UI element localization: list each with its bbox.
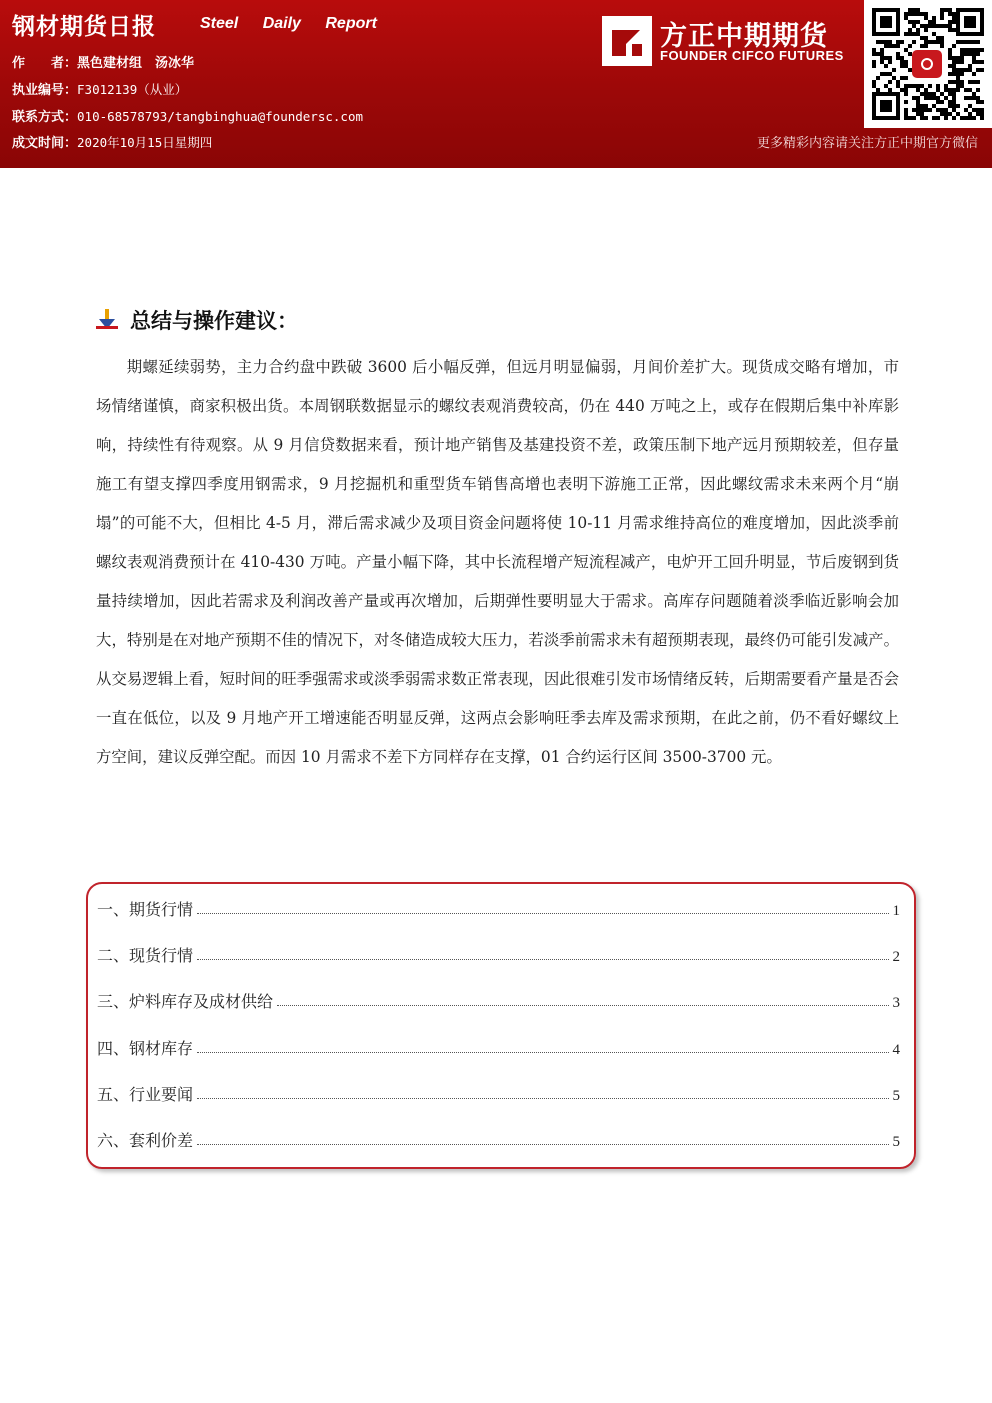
toc-leader [197, 913, 888, 914]
license-value: F3012139（从业） [77, 82, 188, 97]
author-value: 黑色建材组 汤冰华 [77, 56, 195, 71]
toc-leader [197, 1052, 888, 1053]
wechat-qr-code [864, 0, 992, 128]
toc-item-page: 3 [892, 995, 900, 1011]
company-logo [602, 14, 857, 68]
logo-text-cn: 方正中期期货 [660, 21, 828, 52]
license-label: 执业编号： [12, 83, 78, 98]
table-of-contents [86, 882, 916, 1169]
toc-item-label: 五、行业要闻 [97, 1085, 194, 1104]
toc-item[interactable] [97, 896, 900, 920]
author-label: 作 者： [12, 56, 78, 71]
license-line [12, 79, 187, 98]
toc-item-page: 5 [892, 1088, 900, 1104]
report-header [0, 0, 992, 168]
bullet-arrow-icon [96, 309, 118, 331]
summary-body: 期螺延续弱势，主力合约盘中跌破 3600 后小幅反弹，但远月明显偏弱，月间价差扩大。现货成交略有增加，市场情绪谨慎，商家积极出货。本周钢联数据显示的螺纹表观消费较高，仍在 440 万吨之上，或存在假期后集中补库影响，持续性有待观察。从 9 月信贷数据来看，预计地产销售及基建投资不差，政策压制下地产远月预期较差，但存量施工有望支撑四季度用钢需求，9 月挖掘机和重型货车销售高增也表明下游施工正常，因此螺纹需求未来两个月“崩塌”的可能不大，但相比 4-5 月，滞后需求减少及项目资金问题将使 10-11 月需求维持高位的难度增加，因此淡季前螺纹表观消费预计在 410-430 万吨。产量小幅下降，其中长流程增产短流程减产，电炉开工回升明显，节后废钢到货量持续增加，因此若需求及利润改善产量或再次增加，后期弹性要明显大于需求。高库存问题随着淡季临近影响会加大，特别是在对地产预期不佳的情况下，对冬储造成较大压力，若淡季前需求未有超预期表现，最终仍可能引发减产。从交易逻辑上看，短时间的旺季强需求或淡季弱需求数正常表现，因此很难引发市场情绪反转，后期需要看产量是否会一直在低位，以及 9 月地产开工增速能否明显反弹，这两点会影响旺季去库及需求预期，在此之前，仍不看好螺纹上方空间，建议反弹空配。而因 10 月需求不差下方同样存在支撑，01 合约运行区间 3500-3700 元。 [96, 358, 899, 766]
summary-title: 总结与操作建议： [130, 309, 298, 333]
toc-item[interactable] [97, 988, 900, 1012]
report-title: 钢材期货日报 [12, 14, 156, 40]
toc-item-page: 2 [892, 949, 900, 965]
date-value: 2020年10月15日星期四 [77, 135, 213, 150]
toc-item-page: 4 [892, 1042, 900, 1058]
toc-item[interactable] [97, 942, 900, 966]
toc-leader [277, 1005, 888, 1006]
contact-line [12, 106, 363, 125]
date-line [12, 132, 212, 151]
toc-item-label: 三、炉料库存及成材供给 [97, 992, 274, 1011]
author-line [12, 52, 194, 71]
report-title-en: Steel Daily Report [200, 15, 377, 32]
toc-item[interactable] [97, 1035, 900, 1059]
toc-leader [197, 1098, 888, 1099]
logo-mark-icon [602, 16, 652, 66]
toc-item-page: 1 [892, 903, 900, 919]
toc-leader [197, 1144, 888, 1145]
toc-item-label: 四、钢材库存 [97, 1039, 194, 1058]
toc-item-label: 一、期货行情 [97, 900, 194, 919]
toc-item-page: 5 [892, 1134, 900, 1150]
toc-item[interactable] [97, 1127, 900, 1151]
toc-item[interactable] [97, 1081, 900, 1105]
toc-leader [197, 959, 888, 960]
contact-value[interactable]: 010-68578793/tangbinghua@foundersc.com [77, 109, 363, 124]
qr-center-badge [912, 50, 942, 78]
toc-item-label: 二、现货行情 [97, 946, 194, 965]
wechat-note: 更多精彩内容请关注方正中期官方微信 [756, 136, 978, 151]
date-label: 成文时间： [12, 136, 78, 151]
contact-label: 联系方式： [12, 110, 78, 125]
logo-text-en: FOUNDER CIFCO FUTURES [660, 48, 844, 63]
toc-item-label: 六、套利价差 [97, 1131, 194, 1150]
